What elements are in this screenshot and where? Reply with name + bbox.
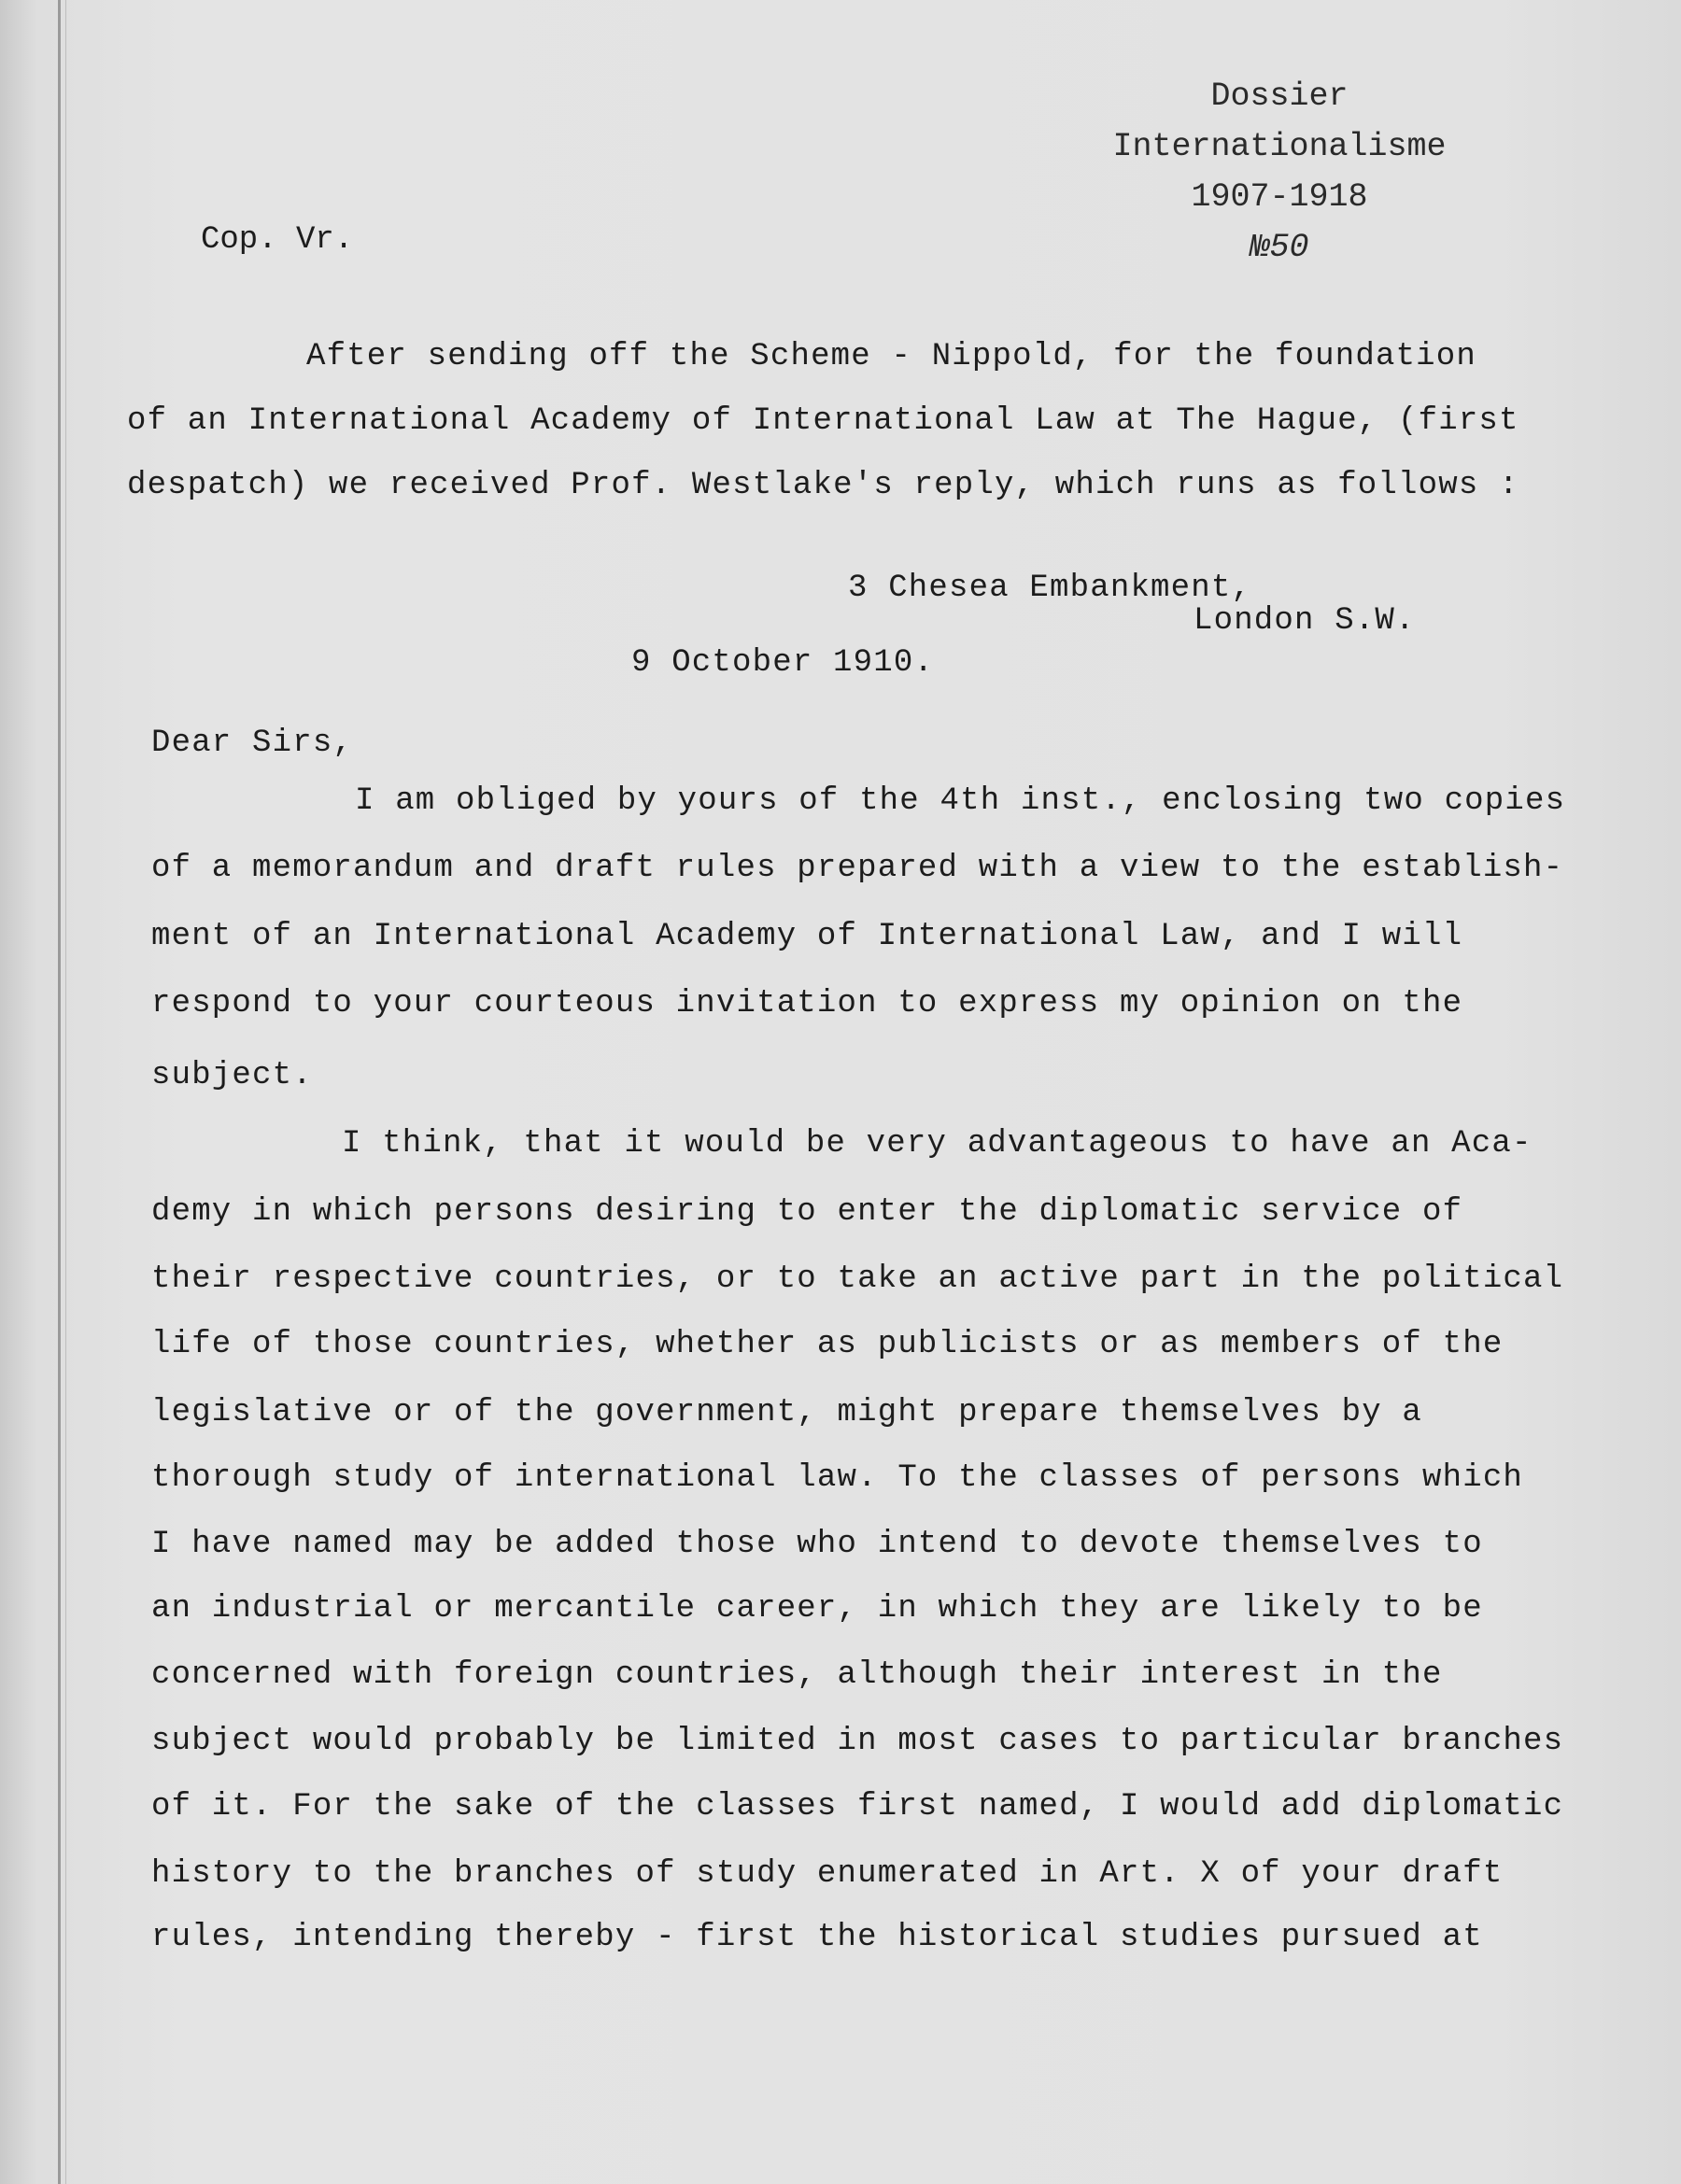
stamp-line-years: 1907-1918 — [1191, 178, 1368, 216]
body-line-8: their respective countries, or to take an active part in the political — [151, 1261, 1564, 1297]
body-line-10: legislative or of the government, might prepare themselves by a — [151, 1395, 1423, 1430]
body-line-13: an industrial or mercantile career, in which they are likely to be — [151, 1591, 1483, 1627]
copy-mark: Cop. Vr. — [201, 222, 354, 258]
body-line-5: subject. — [151, 1058, 313, 1093]
intro-line-1: After sending off the Scheme - Nippold, for the foundation — [306, 339, 1476, 374]
body-line-12: I have named may be added those who intend to devote themselves to — [151, 1527, 1483, 1562]
intro-line-2: of an International Academy of International Law at The Hague, (first — [127, 403, 1519, 439]
stamp-line-number: №50 — [1250, 229, 1309, 266]
body-line-16: of it. For the sake of the classes first named, I would add diplomatic — [151, 1789, 1564, 1825]
address-line-2: London S.W. — [1194, 603, 1416, 639]
body-line-6: I think, that it would be very advantageous to have an Aca- — [342, 1126, 1533, 1162]
body-line-4: respond to your courteous invitation to express my opinion on the — [151, 986, 1463, 1022]
body-line-17: history to the branches of study enumerated in Art. X of your draft — [151, 1856, 1504, 1892]
salutation: Dear Sirs, — [151, 726, 354, 761]
body-line-15: subject would probably be limited in most cases to particular branches — [151, 1724, 1564, 1759]
stamp-line-title: Internationalisme — [1112, 128, 1447, 165]
intro-line-3: despatch) we received Prof. Westlake's reply, which runs as follows : — [127, 468, 1519, 503]
body-line-9: life of those countries, whether as publicists or as members of the — [151, 1327, 1504, 1362]
binding-edge-secondary — [65, 0, 66, 2184]
body-line-1: I am obliged by yours of the 4th inst., enclosing two copies — [355, 783, 1566, 819]
body-line-14: concerned with foreign countries, although their interest in the — [151, 1657, 1443, 1693]
stamp-line-dossier: Dossier — [1210, 77, 1349, 115]
body-line-7: demy in which persons desiring to enter the diplomatic service of — [151, 1194, 1463, 1230]
body-line-3: ment of an International Academy of International Law, and I will — [151, 919, 1463, 954]
body-line-18: rules, intending thereby - first the historical studies pursued at — [151, 1920, 1483, 1955]
address-line-1: 3 Chesea Embankment, — [848, 571, 1252, 606]
letter-date: 9 October 1910. — [631, 645, 935, 681]
binding-edge — [58, 0, 61, 2184]
body-line-11: thorough study of international law. To the classes of persons which — [151, 1460, 1524, 1496]
archive-stamp — [1083, 71, 1476, 273]
body-line-2: of a memorandum and draft rules prepared with a view to the establish- — [151, 851, 1564, 886]
